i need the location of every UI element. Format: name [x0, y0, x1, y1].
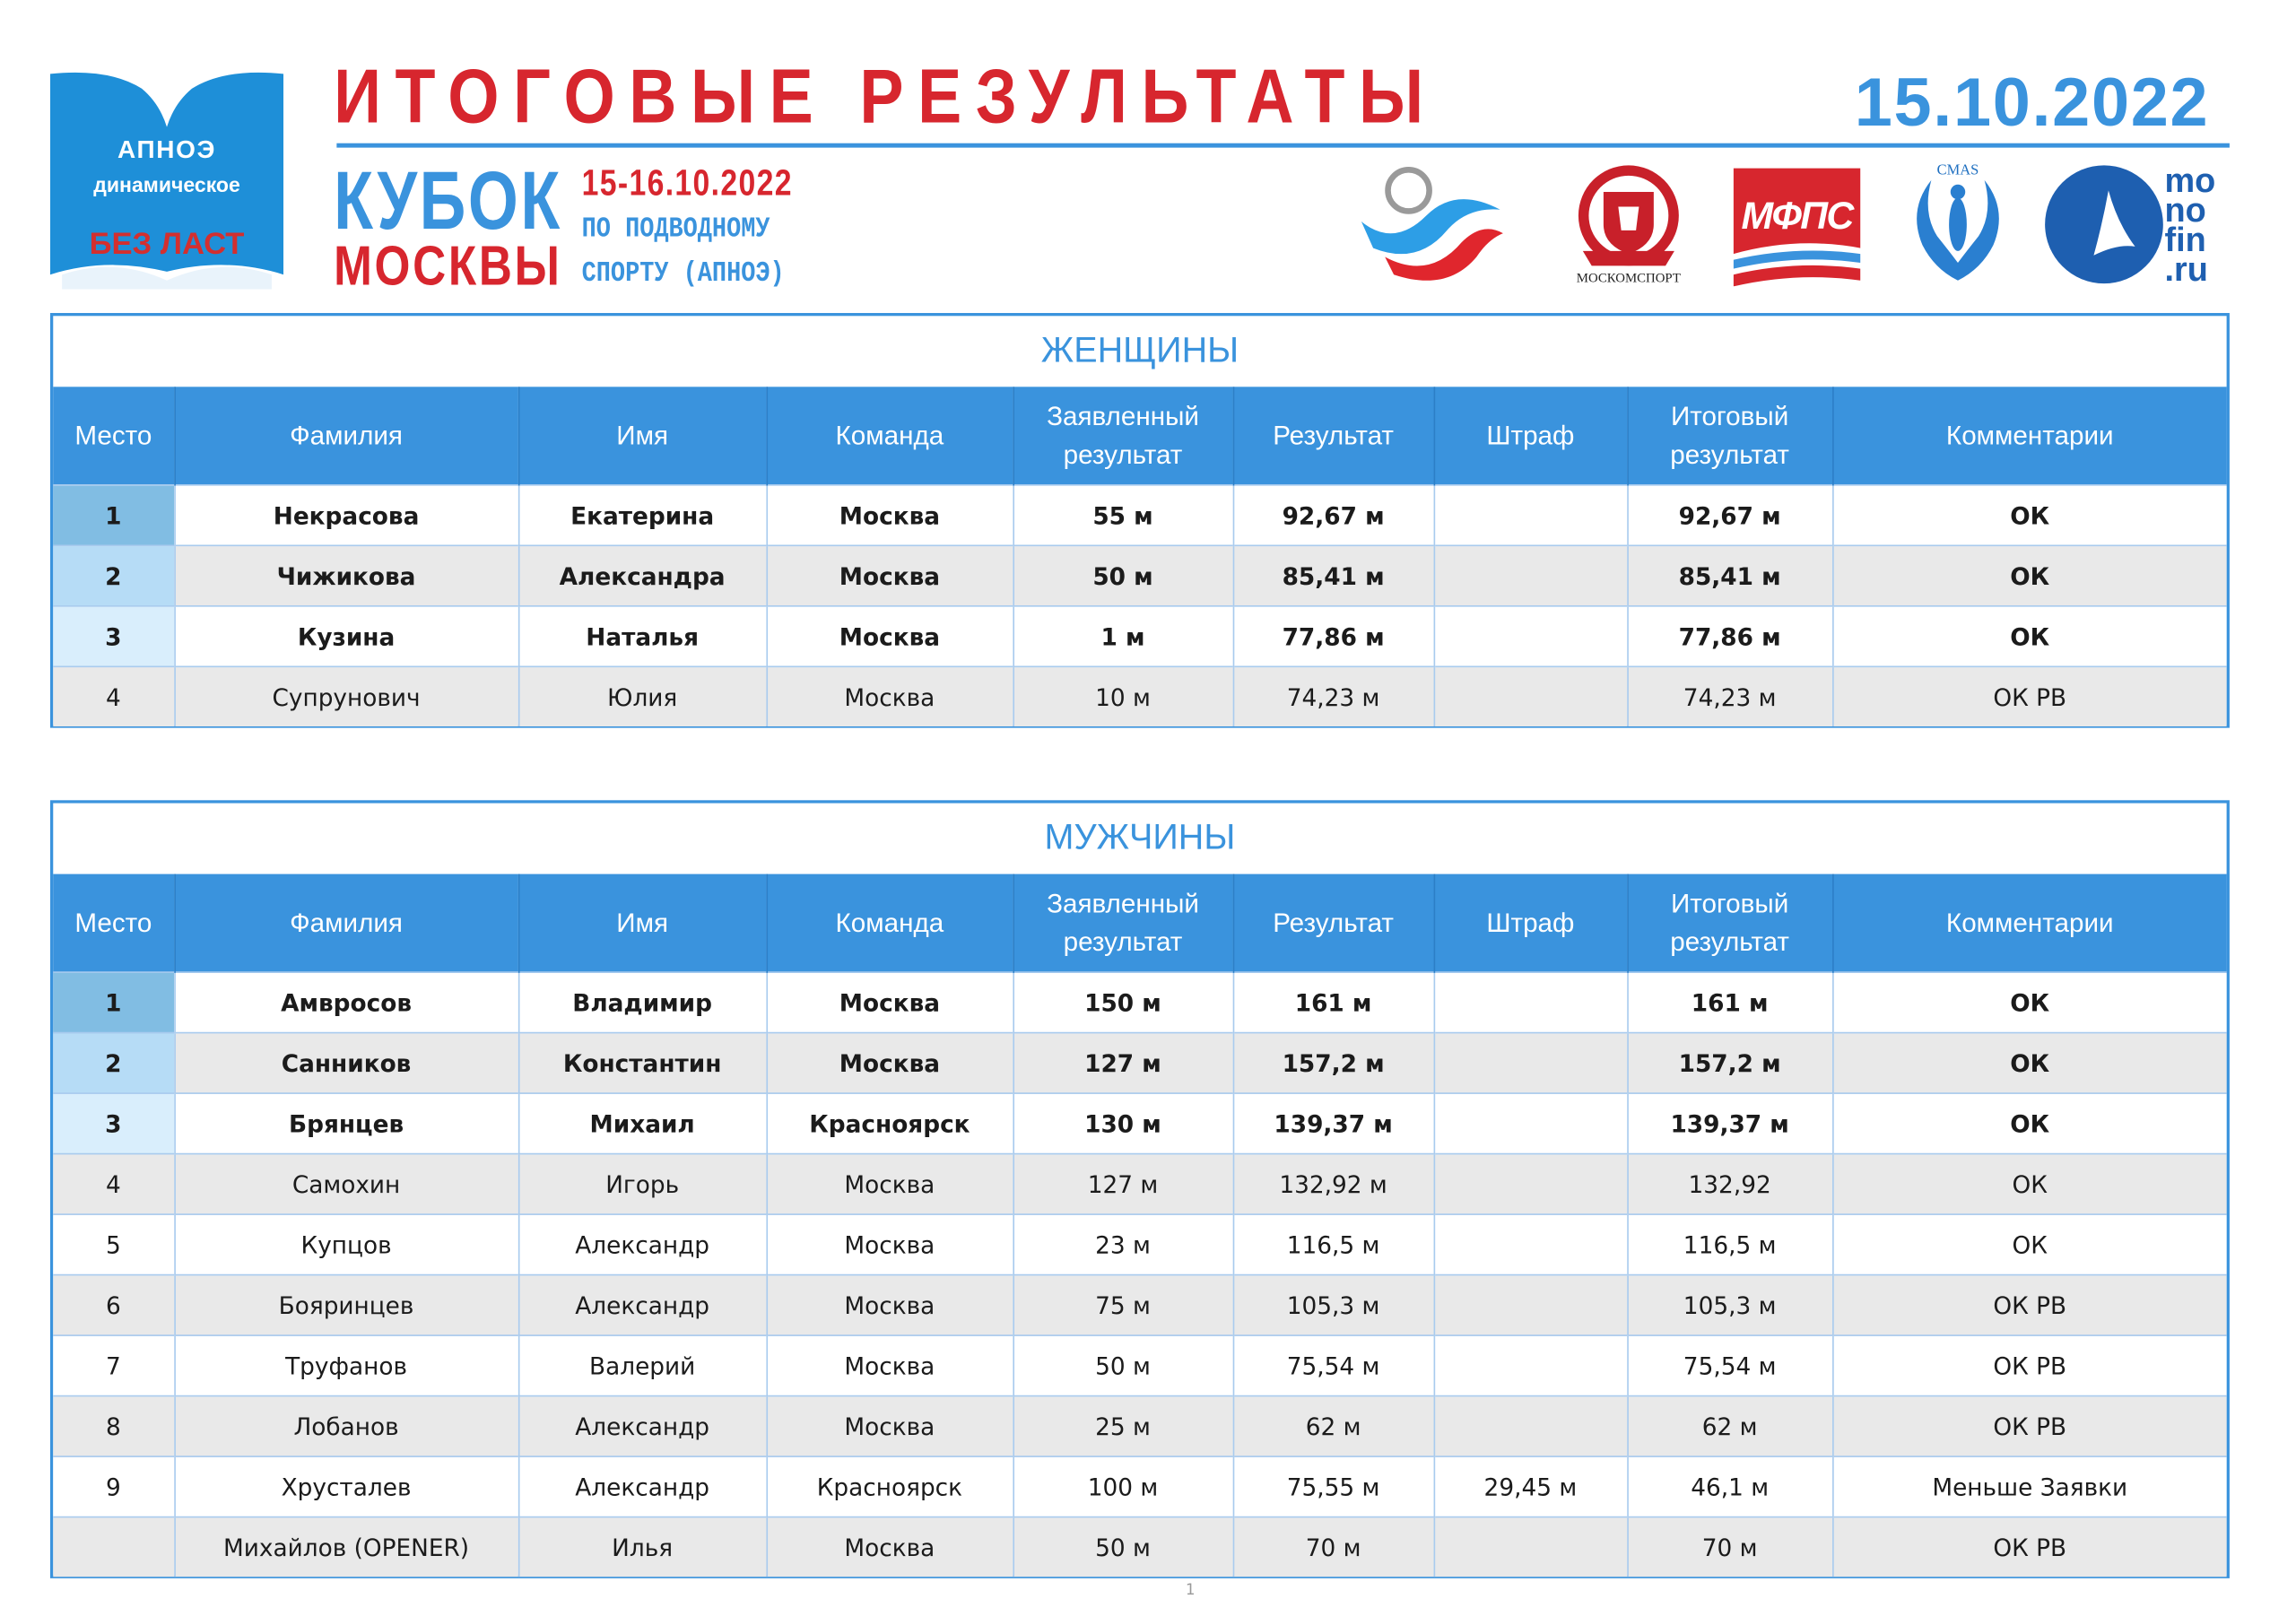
- team-cell: Москва: [766, 1396, 1013, 1456]
- men-results-section: [50, 800, 2230, 1578]
- men-header-row: [53, 874, 2226, 972]
- final-result-cell: 62 м: [1627, 1396, 1832, 1456]
- mfps-logo-text: МФПС: [1741, 193, 1853, 239]
- declared-result-cell: 130 м: [1013, 1093, 1232, 1153]
- result-cell: 92,67 м: [1233, 485, 1434, 545]
- cup-title-line-2: МОСКВЫ: [334, 236, 562, 299]
- name-cell: Александр: [518, 1275, 767, 1335]
- comment-cell: ОК: [1832, 1093, 2227, 1153]
- table-row: [53, 1275, 2226, 1335]
- table-row: [53, 972, 2226, 1032]
- declared-result-cell: 50 м: [1013, 1335, 1232, 1395]
- moskomsport-emblem-icon: [1568, 162, 1689, 272]
- team-cell: Москва: [766, 545, 1013, 605]
- surname-cell: Чижикова: [174, 545, 518, 605]
- final-result-cell: 74,23 м: [1627, 666, 1832, 726]
- monofin-word-1: mo: [2164, 161, 2216, 200]
- declared-result-cell: 100 м: [1013, 1456, 1232, 1516]
- declared-result-cell: 55 м: [1013, 485, 1232, 545]
- team-cell: Москва: [766, 972, 1013, 1032]
- team-cell: Красноярск: [766, 1093, 1013, 1153]
- result-cell: 139,37 м: [1233, 1093, 1434, 1153]
- team-cell: Москва: [766, 1033, 1013, 1093]
- comment-cell: ОК: [1832, 972, 2227, 1032]
- final-result-cell: 75,54 м: [1627, 1335, 1832, 1395]
- women-table-body: [53, 485, 2226, 726]
- cup-dates: 15-16.10.2022: [581, 162, 793, 204]
- place-cell: 4: [53, 1154, 174, 1214]
- result-cell: 77,86 м: [1233, 606, 1434, 666]
- final-result-cell: 92,67 м: [1627, 485, 1832, 545]
- place-cell: 8: [53, 1396, 174, 1456]
- badge-line-1: АПНОЭ: [117, 135, 217, 164]
- surname-cell: Брянцев: [174, 1093, 518, 1153]
- comment-cell: ОК РВ: [1832, 1335, 2227, 1395]
- result-cell: 116,5 м: [1233, 1214, 1434, 1274]
- women-column-header: Итоговый результат: [1627, 387, 1832, 484]
- name-cell: Константин: [518, 1033, 767, 1093]
- cup-subtitle-line-2: СПОРТУ (АПНОЭ): [581, 256, 785, 290]
- table-row: [53, 545, 2226, 605]
- men-column-header: Место: [53, 874, 174, 972]
- badge-line-3: БЕЗ ЛАСТ: [89, 227, 245, 262]
- team-cell: Москва: [766, 1335, 1013, 1395]
- final-result-cell: 139,37 м: [1627, 1093, 1832, 1153]
- penalty-cell: [1434, 1093, 1628, 1153]
- penalty-cell: [1434, 666, 1628, 726]
- penalty-cell: [1434, 972, 1628, 1032]
- name-cell: Илья: [518, 1517, 767, 1577]
- name-cell: Наталья: [518, 606, 767, 666]
- women-column-header: Комментарии: [1832, 387, 2227, 484]
- final-result-cell: 77,86 м: [1627, 606, 1832, 666]
- table-row: [53, 1517, 2226, 1577]
- men-table-body: [53, 972, 2226, 1577]
- team-cell: Красноярск: [766, 1456, 1013, 1516]
- name-cell: Владимир: [518, 972, 767, 1032]
- women-section-title: ЖЕНЩИНЫ: [1040, 330, 1239, 371]
- badge-line-2: динамическое: [93, 172, 240, 196]
- penalty-cell: [1434, 606, 1628, 666]
- comment-cell: ОК РВ: [1832, 1396, 2227, 1456]
- moskomsport-label: МОСКОМСПОРТ: [1576, 270, 1681, 285]
- place-cell: 2: [53, 1033, 174, 1093]
- surname-cell: Супрунович: [174, 666, 518, 726]
- comment-cell: Меньше Заявки: [1832, 1456, 2227, 1516]
- penalty-cell: [1434, 1214, 1628, 1274]
- result-cell: 132,92 м: [1233, 1154, 1434, 1214]
- declared-result-cell: 23 м: [1013, 1214, 1232, 1274]
- cup-title-line-1: КУБОК: [334, 153, 562, 247]
- team-cell: Москва: [766, 1154, 1013, 1214]
- surname-cell: Некрасова: [174, 485, 518, 545]
- name-cell: Александр: [518, 1396, 767, 1456]
- team-cell: Москва: [766, 1214, 1013, 1274]
- monofin-wordmark: [2164, 161, 2235, 289]
- place-cell: 9: [53, 1456, 174, 1516]
- comment-cell: ОК РВ: [1832, 1275, 2227, 1335]
- table-row: [53, 485, 2226, 545]
- surname-cell: Михайлов (OPENER): [174, 1517, 518, 1577]
- penalty-cell: [1434, 1396, 1628, 1456]
- result-cell: 75,55 м: [1233, 1456, 1434, 1516]
- surname-cell: Лобанов: [174, 1396, 518, 1456]
- place-cell: 6: [53, 1275, 174, 1335]
- penalty-cell: [1434, 1335, 1628, 1395]
- place-cell: 3: [53, 606, 174, 666]
- men-column-header: Итоговый результат: [1627, 874, 1832, 972]
- surname-cell: Самохин: [174, 1154, 518, 1214]
- name-cell: Екатерина: [518, 485, 767, 545]
- final-result-cell: 157,2 м: [1627, 1033, 1832, 1093]
- declared-result-cell: 1 м: [1013, 606, 1232, 666]
- declared-result-cell: 127 м: [1013, 1154, 1232, 1214]
- final-result-cell: 116,5 м: [1627, 1214, 1832, 1274]
- comment-cell: ОК: [1832, 606, 2227, 666]
- place-cell: [53, 1517, 174, 1577]
- federation-wave-logo-icon: [1359, 162, 1503, 286]
- final-result-cell: 85,41 м: [1627, 545, 1832, 605]
- name-cell: Александр: [518, 1214, 767, 1274]
- declared-result-cell: 50 м: [1013, 1517, 1232, 1577]
- declared-result-cell: 10 м: [1013, 666, 1232, 726]
- women-header-row: [53, 387, 2226, 484]
- comment-cell: ОК: [1832, 1154, 2227, 1214]
- team-cell: Москва: [766, 666, 1013, 726]
- surname-cell: Санников: [174, 1033, 518, 1093]
- penalty-cell: 29,45 м: [1434, 1456, 1628, 1516]
- women-column-header: Результат: [1233, 387, 1434, 484]
- place-cell: 1: [53, 972, 174, 1032]
- comment-cell: ОК: [1832, 545, 2227, 605]
- men-column-header: Команда: [766, 874, 1013, 972]
- team-cell: Москва: [766, 1275, 1013, 1335]
- result-cell: 75,54 м: [1233, 1335, 1434, 1395]
- declared-result-cell: 127 м: [1013, 1033, 1232, 1093]
- place-cell: 1: [53, 485, 174, 545]
- result-cell: 157,2 м: [1233, 1033, 1434, 1093]
- comment-cell: ОК: [1832, 485, 2227, 545]
- men-results-table: [53, 874, 2226, 1577]
- women-column-header: Заявленный результат: [1013, 387, 1232, 484]
- surname-cell: Труфанов: [174, 1335, 518, 1395]
- monofin-word-2: no: [2164, 190, 2206, 230]
- comment-cell: ОК: [1832, 1214, 2227, 1274]
- comment-cell: ОК РВ: [1832, 666, 2227, 726]
- table-row: [53, 1456, 2226, 1516]
- team-cell: Москва: [766, 1517, 1013, 1577]
- final-result-cell: 46,1 м: [1627, 1456, 1832, 1516]
- result-cell: 70 м: [1233, 1517, 1434, 1577]
- place-cell: 5: [53, 1214, 174, 1274]
- table-row: [53, 1214, 2226, 1274]
- surname-cell: Хрусталев: [174, 1456, 518, 1516]
- declared-result-cell: 150 м: [1013, 972, 1232, 1032]
- place-cell: 4: [53, 666, 174, 726]
- final-result-cell: 161 м: [1627, 972, 1832, 1032]
- comment-cell: ОК РВ: [1832, 1517, 2227, 1577]
- place-cell: 2: [53, 545, 174, 605]
- table-row: [53, 1033, 2226, 1093]
- men-column-header: Результат: [1233, 874, 1434, 972]
- cup-subtitle-line-1: ПО ПОДВОДНОМУ: [581, 213, 770, 246]
- result-cell: 161 м: [1233, 972, 1434, 1032]
- monofin-word-4: .ru: [2164, 249, 2208, 289]
- result-cell: 62 м: [1233, 1396, 1434, 1456]
- women-column-header: Имя: [518, 387, 767, 484]
- page-title: ИТОГОВЫЕ РЕЗУЛЬТАТЫ: [334, 54, 1438, 141]
- final-result-cell: 132,92: [1627, 1154, 1832, 1214]
- discipline-badge: [50, 68, 283, 290]
- penalty-cell: [1434, 1033, 1628, 1093]
- name-cell: Александр: [518, 1456, 767, 1516]
- monofin-circle-logo-icon: [2043, 164, 2164, 285]
- name-cell: Игорь: [518, 1154, 767, 1214]
- declared-result-cell: 25 м: [1013, 1396, 1232, 1456]
- men-section-title: МУЖЧИНЫ: [1044, 818, 1236, 858]
- surname-cell: Амвросов: [174, 972, 518, 1032]
- table-row: [53, 1093, 2226, 1153]
- event-date: 15.10.2022: [1854, 63, 2210, 141]
- name-cell: Александра: [518, 545, 767, 605]
- men-column-header: Фамилия: [174, 874, 518, 972]
- table-row: [53, 1154, 2226, 1214]
- cmas-label: CMAS: [1936, 162, 1979, 179]
- penalty-cell: [1434, 1154, 1628, 1214]
- result-cell: 74,23 м: [1233, 666, 1434, 726]
- women-results-section: [50, 313, 2230, 728]
- place-cell: 3: [53, 1093, 174, 1153]
- penalty-cell: [1434, 1517, 1628, 1577]
- table-row: [53, 1335, 2226, 1395]
- monofin-word-3: fin: [2164, 220, 2206, 259]
- women-column-header: Фамилия: [174, 387, 518, 484]
- result-cell: 105,3 м: [1233, 1275, 1434, 1335]
- women-column-header: Штраф: [1434, 387, 1628, 484]
- final-result-cell: 70 м: [1627, 1517, 1832, 1577]
- team-cell: Москва: [766, 606, 1013, 666]
- page-number: 1: [1185, 1582, 1196, 1599]
- surname-cell: Кузина: [174, 606, 518, 666]
- result-cell: 85,41 м: [1233, 545, 1434, 605]
- men-column-header: Имя: [518, 874, 767, 972]
- men-column-header: Комментарии: [1832, 874, 2227, 972]
- table-row: [53, 666, 2226, 726]
- penalty-cell: [1434, 545, 1628, 605]
- surname-cell: Купцов: [174, 1214, 518, 1274]
- declared-result-cell: 50 м: [1013, 545, 1232, 605]
- table-row: [53, 1396, 2226, 1456]
- team-cell: Москва: [766, 485, 1013, 545]
- comment-cell: ОК: [1832, 1033, 2227, 1093]
- name-cell: Михаил: [518, 1093, 767, 1153]
- women-column-header: Место: [53, 387, 174, 484]
- name-cell: Валерий: [518, 1335, 767, 1395]
- penalty-cell: [1434, 485, 1628, 545]
- women-results-table: [53, 387, 2226, 726]
- header-divider: [336, 143, 2230, 148]
- name-cell: Юлия: [518, 666, 767, 726]
- men-column-header: Штраф: [1434, 874, 1628, 972]
- penalty-cell: [1434, 1275, 1628, 1335]
- women-column-header: Команда: [766, 387, 1013, 484]
- men-column-header: Заявленный результат: [1013, 874, 1232, 972]
- surname-cell: Бояринцев: [174, 1275, 518, 1335]
- table-row: [53, 606, 2226, 666]
- declared-result-cell: 75 м: [1013, 1275, 1232, 1335]
- place-cell: 7: [53, 1335, 174, 1395]
- final-result-cell: 105,3 м: [1627, 1275, 1832, 1335]
